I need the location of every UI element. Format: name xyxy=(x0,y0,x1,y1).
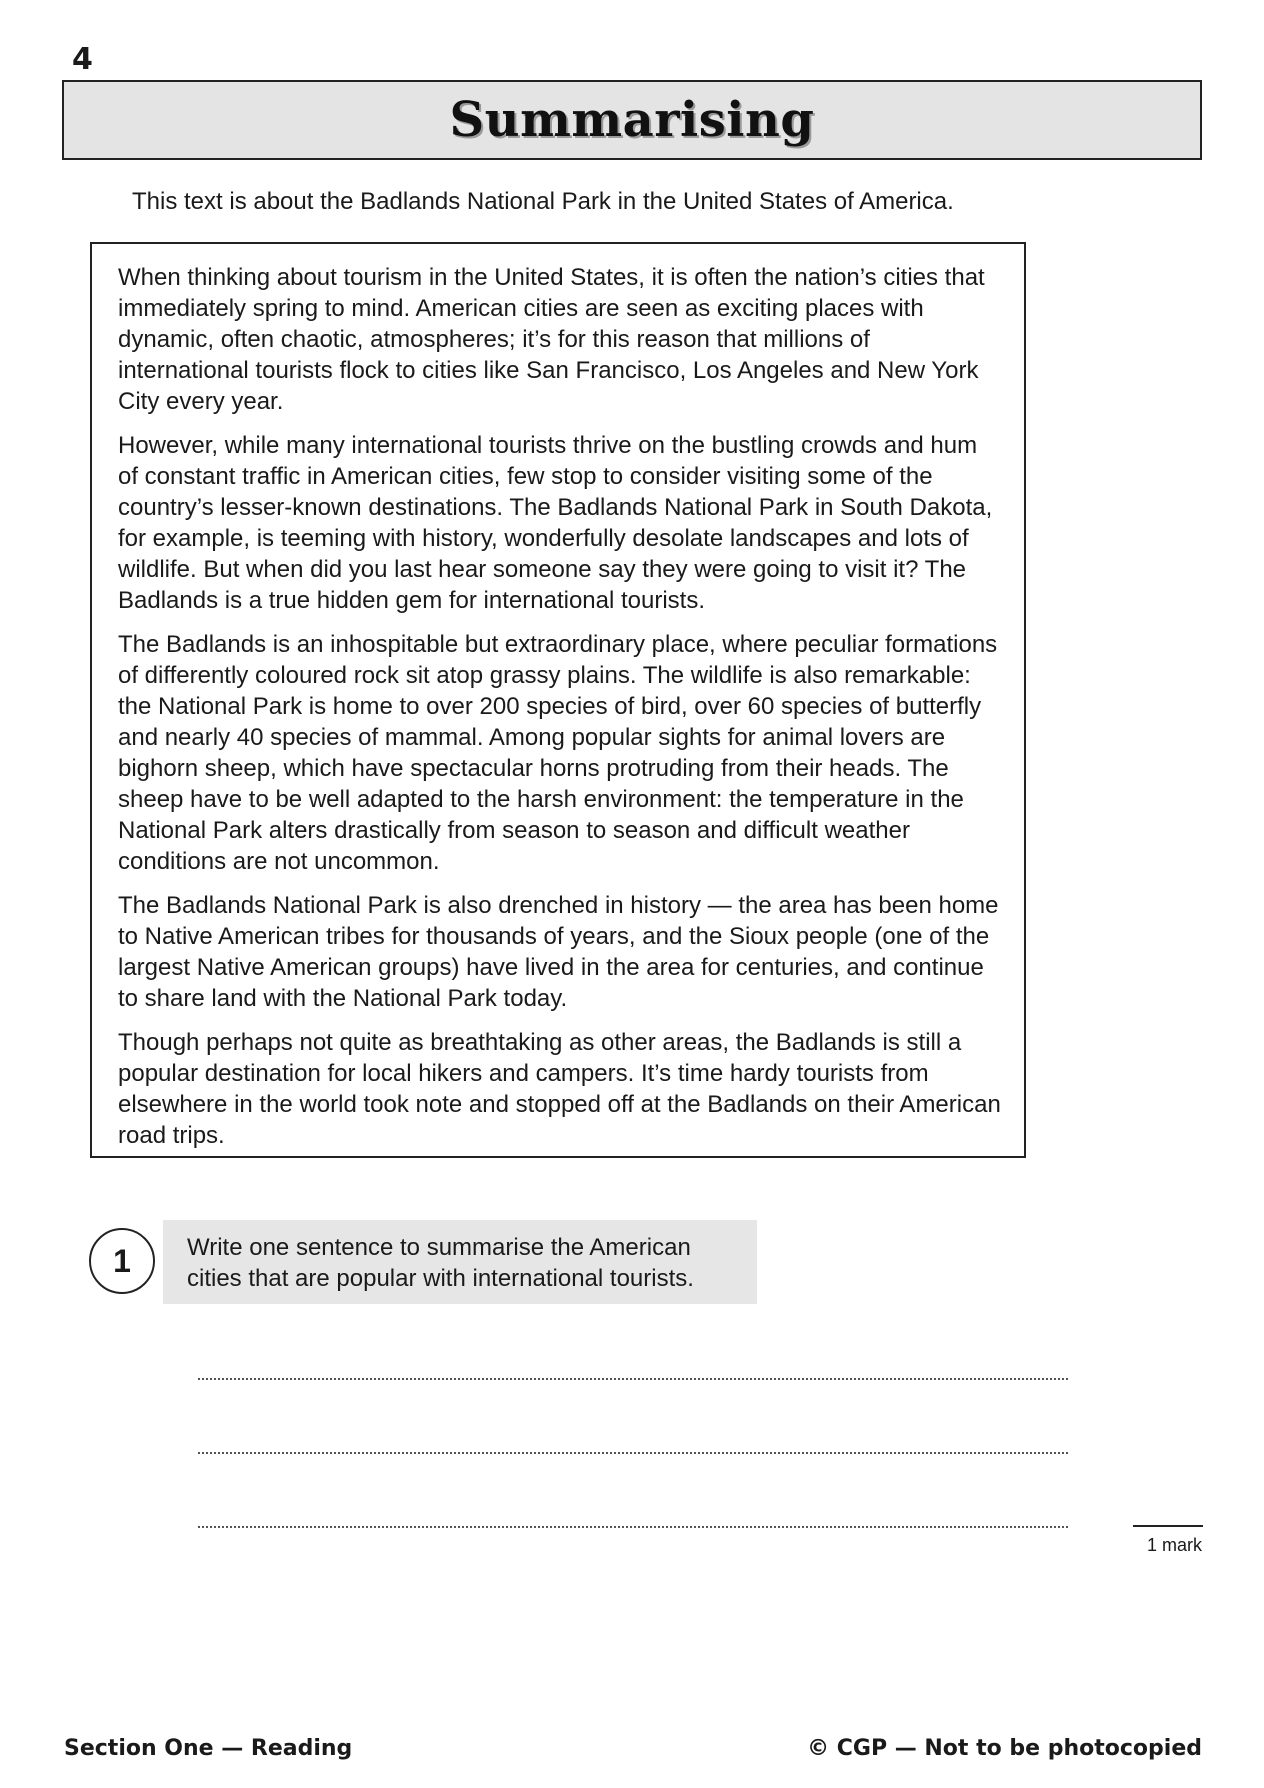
passage-paragraph: The Badlands National Park is also drenched in history — the area has been home to Native American tribes for thousands of years, and the Sioux people (one of the largest Native American groups) have lived in the area for centuries, and continue to share land with the National Park today. xyxy=(118,892,999,1012)
page-number: 4 xyxy=(72,42,93,77)
passage-paragraph: The Badlands is an inhospitable but extraordinary place, where peculiar formations of differently coloured rock sit atop grassy plains. The wildlife is also remarkable: the National Park is home to over 200 species of bird, over 60 species of butterfly and nearly 40 species of mammal. Among popular sights for animal lovers are bighorn sheep, which have spectacular horns protruding from their heads. The sheep have to be well adapted to the harsh environment: the temperature in the National Park alters drastically from season to season and difficult weather conditions are not uncommon. xyxy=(118,631,998,875)
question-prompt: Write one sentence to summarise the American cities that are popular with international tourists. xyxy=(163,1220,757,1304)
answer-line-2[interactable] xyxy=(198,1452,1068,1454)
passage-paragraph: When thinking about tourism in the United States, it is often the nation’s cities that immediately spring to mind. American cities are seen as exciting places with dynamic, often chaotic, atmospheres; it’s for this reason that millions of international tourists flock to cities like San Francisco, Los Angeles and New York City every year. xyxy=(118,264,985,415)
answer-line-1[interactable] xyxy=(198,1378,1068,1380)
title-banner xyxy=(62,80,1202,160)
footer-copyright: © CGP — Not to be photocopied xyxy=(807,1736,1202,1761)
page-title: Summarising xyxy=(449,92,815,148)
question-number: 1 xyxy=(89,1228,155,1294)
passage-paragraph: However, while many international tourists thrive on the bustling crowds and hum of constant traffic in American cities, few stop to consider visiting some of the country’s lesser-known destinations. The Badlands National Park in South Dakota, for example, is teeming with history, wonderfully desolate landscapes and lots of wildlife. But when did you last hear someone say they were going to visit it? The Badlands is a true hidden gem for international tourists. xyxy=(118,432,993,614)
reading-passage xyxy=(90,242,1026,1158)
mark-label: 1 mark xyxy=(1146,1535,1202,1555)
answer-line-3[interactable] xyxy=(198,1526,1068,1528)
passage-paragraph: Though perhaps not quite as breathtaking as other areas, the Badlands is still a popular destination for local hikers and campers. It’s time hardy tourists from elsewhere in the world took note and stopped off at the Badlands on their American road trips. xyxy=(118,1029,1001,1149)
intro-text: This text is about the Badlands National Park in the United States of America. xyxy=(132,188,954,215)
footer-section: Section One — Reading xyxy=(64,1736,353,1761)
mark-rule xyxy=(1133,1525,1203,1527)
